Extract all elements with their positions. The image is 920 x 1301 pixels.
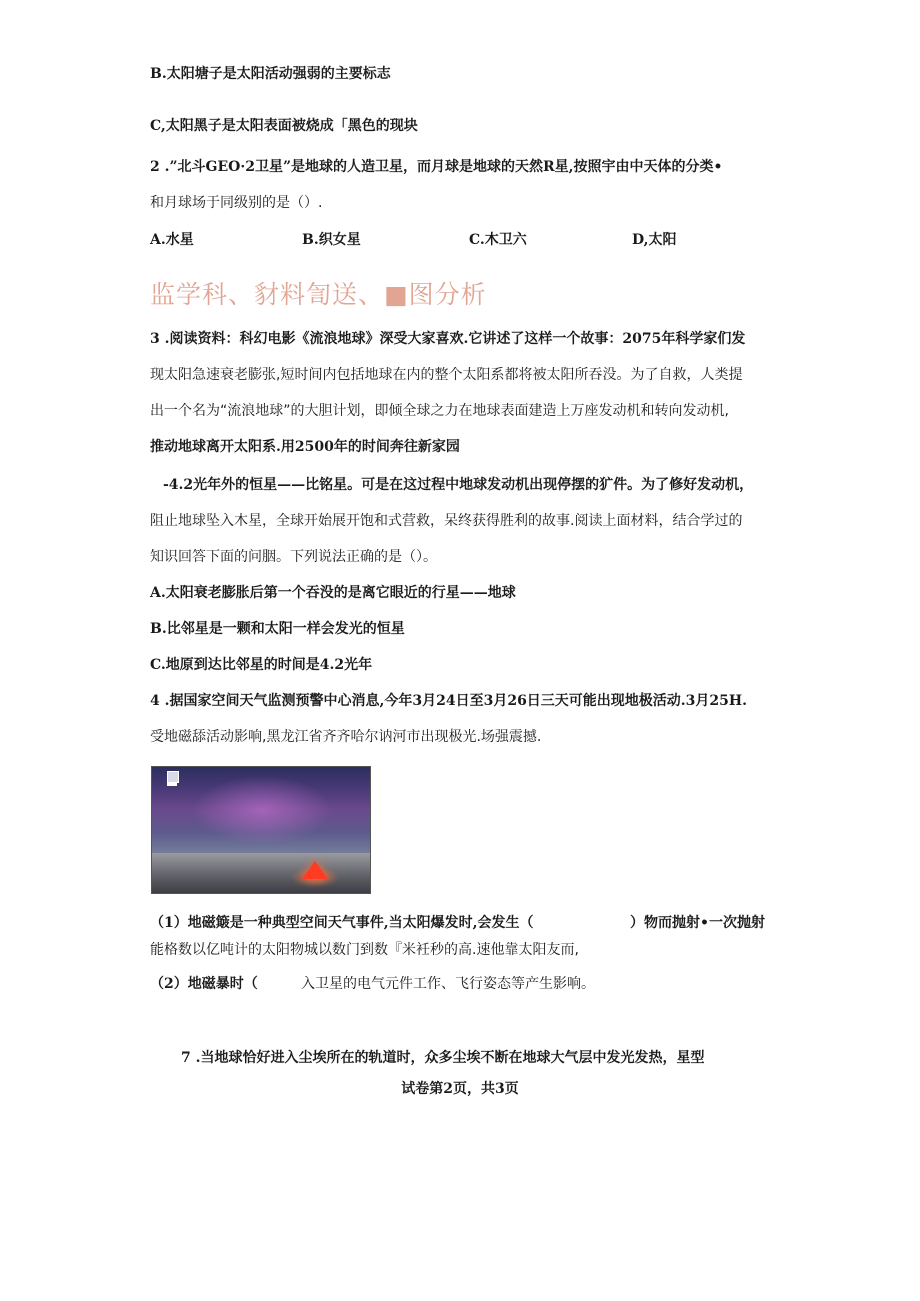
aurora-photo: [151, 766, 371, 894]
q3-line-5: -4.2光年外的恒星——比铭星。可是在这过程中地球发动机出现停摆的犷件。为了修好发动机，: [163, 477, 754, 493]
q4-sub2-b: 入卫星的电气元件工作、飞行姿态等产生影响。: [301, 976, 595, 992]
q4-stem-line2: 受地磁舔活动影响,黑龙江省齐齐哈尔讷河市出现极光.场强震撼.: [150, 729, 542, 745]
q3-option-c: C.地原到达比邻星的时间是4.2光年: [150, 657, 373, 673]
q3-line-7: 知识回答下面的问胭。下列说法正确的是（）。: [150, 549, 437, 565]
q4-sub1-line2: 能格数以亿吨计的太阳物城以数门到数『米衽秒的高.速他靠太阳友而,: [150, 942, 579, 958]
watermark-bar: [167, 783, 177, 786]
section-heading: 监学科、豺料訇送、■图分析: [150, 280, 487, 309]
aurora-glow: [192, 775, 332, 845]
q3-line-1: 3 .阅读资料：科幻电影《流浪地球》深受大家喜欢.它讲述了这样一个故事：2075年科学家们发: [150, 331, 746, 347]
q3-line-2: 现太阳急速衰老膨张,短时间内包括地球在内的整个太阳系都将被太阳所吞没。为了自救，人类提: [150, 367, 743, 383]
q4-sub2-a: （2）地磁暴时（: [150, 976, 258, 992]
q1-option-c: C,太阳黑子是太阳表面被烧成「黑色的现块: [150, 118, 418, 134]
q3-option-a: A.太阳衰老膨胀后第一个吞没的是离它眼近的行星——地球: [150, 585, 516, 601]
q2-stem-line1: 2 .”北斗GEO·2卫星”是地球的人造卫星，而月球是地球的天然R星,按照宇由中天体的分类•: [150, 159, 723, 175]
red-tent: [302, 861, 328, 879]
q4-sub1-a: （1）地磁簸是一种典型空间天气事件,当太阳爆发时,会发生（: [150, 915, 534, 931]
q2-option-b: B.织女星: [302, 232, 361, 248]
watermark-logo-icon: [167, 771, 179, 783]
q3-line-3: 出一个名为“流浪地球”的大胆计划，即倾全球之力在地球表面建造上万座发动机和转向发动机,: [150, 403, 729, 419]
q7-stem-line1: 7 .当地球恰好进入尘埃所在的轨道时，众多尘埃不断在地球大气层中发光发热，星型: [181, 1050, 705, 1066]
q3-line-6: 阻止地球坠入木星，全球开始展开饱和式营救，呆终获得胜利的故事.阅读上面材料，结合学过的: [150, 513, 743, 529]
q2-stem-line2: 和月球场于同级别的是（）.: [150, 195, 323, 211]
q2-option-c: C.木卫六: [469, 232, 527, 248]
page-footer: 试卷第2页，共3页: [401, 1081, 519, 1097]
q1-option-b: B.太阳塘子是太阳活动强弱的主要标志: [150, 66, 391, 82]
q2-option-a: A.水星: [150, 232, 194, 248]
q3-option-b: B.比邻星是一颗和太阳一样会发光的恒星: [150, 621, 405, 637]
q2-option-d: D,太阳: [632, 232, 677, 248]
q3-line-4: 推动地球离开太阳系.用2500年的时间奔往新家园: [150, 439, 460, 455]
q4-stem-line1: 4 .据国家空间天气监测预警中心消息,今年3月24日至3月26日三天可能出现地极活动.3月25H.: [150, 693, 748, 709]
q4-sub1-b: ）物而抛射•一次抛射: [630, 915, 765, 931]
